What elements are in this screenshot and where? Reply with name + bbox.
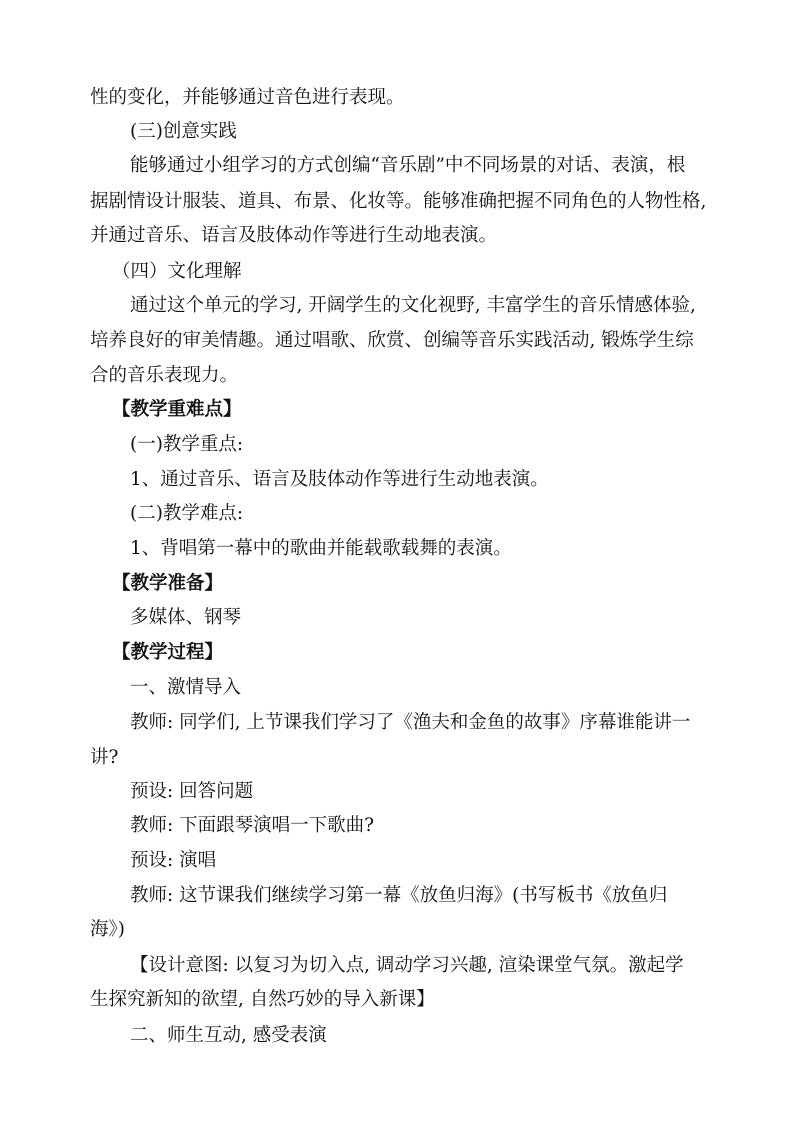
bold-heading: 【教学重难点】 xyxy=(112,399,242,420)
text-line: 据剧情设计服装、道具、布景、化妆等。能够准确把握不同角色的人物性格, xyxy=(90,191,707,212)
text-line: 预设: 回答问题 xyxy=(130,781,254,802)
text-line: 预设: 演唱 xyxy=(130,850,217,871)
text-line: 海》) xyxy=(90,919,125,940)
text-line: 多媒体、钢琴 xyxy=(130,607,242,628)
text-line: 生探究新知的欲望, 自然巧妙的导入新课】 xyxy=(90,989,435,1010)
bold-heading: 【教学准备】 xyxy=(112,573,224,594)
text-line: 教师: 同学们, 上节课我们学习了《渔夫和金鱼的故事》序幕谁能讲一 xyxy=(130,712,691,733)
section-heading: 一、激情导入 xyxy=(130,677,242,698)
text-line: 合的音乐表现力。 xyxy=(90,365,239,386)
section-heading: (一)教学重点: xyxy=(130,434,244,455)
text-line: 能够通过小组学习的方式创编“音乐剧”中不同场景的对话、表演，根 xyxy=(130,155,686,176)
text-line: 并通过音乐、语言及肢体动作等进行生动地表演。 xyxy=(90,225,498,246)
section-heading: (二)教学难点: xyxy=(130,503,244,524)
text-line: 培养良好的审美情趣。通过唱歌、欣赏、创编等音乐实践活动, 锻炼学生综 xyxy=(90,330,694,351)
text-line: 教师: 下面跟琴演唱一下歌曲? xyxy=(130,815,375,836)
section-heading: （四）文化理解 xyxy=(112,261,242,282)
section-heading: (三)创意实践 xyxy=(130,121,237,142)
text-line: 1、背唱第一幕中的歌曲并能载歌载舞的表演。 xyxy=(130,538,512,559)
text-line: 1、通过音乐、语言及肢体动作等进行生动地表演。 xyxy=(130,469,549,490)
text-line: 性的变化，并能够通过音色进行表现。 xyxy=(90,87,405,108)
section-heading: 二、师生互动, 感受表演 xyxy=(130,1025,327,1046)
bold-heading: 【教学过程】 xyxy=(112,642,224,663)
text-line: 通过这个单元的学习, 开阔学生的文化视野, 丰富学生的音乐情感体验, xyxy=(130,295,696,316)
text-line: 【设计意图: 以复习为切入点, 调动学习兴趣, 渲染课堂气氛。激起学 xyxy=(130,955,684,976)
text-line: 教师: 这节课我们继续学习第一幕《放鱼归海》(书写板书《放鱼归 xyxy=(130,885,668,906)
text-line: 讲? xyxy=(90,747,119,768)
